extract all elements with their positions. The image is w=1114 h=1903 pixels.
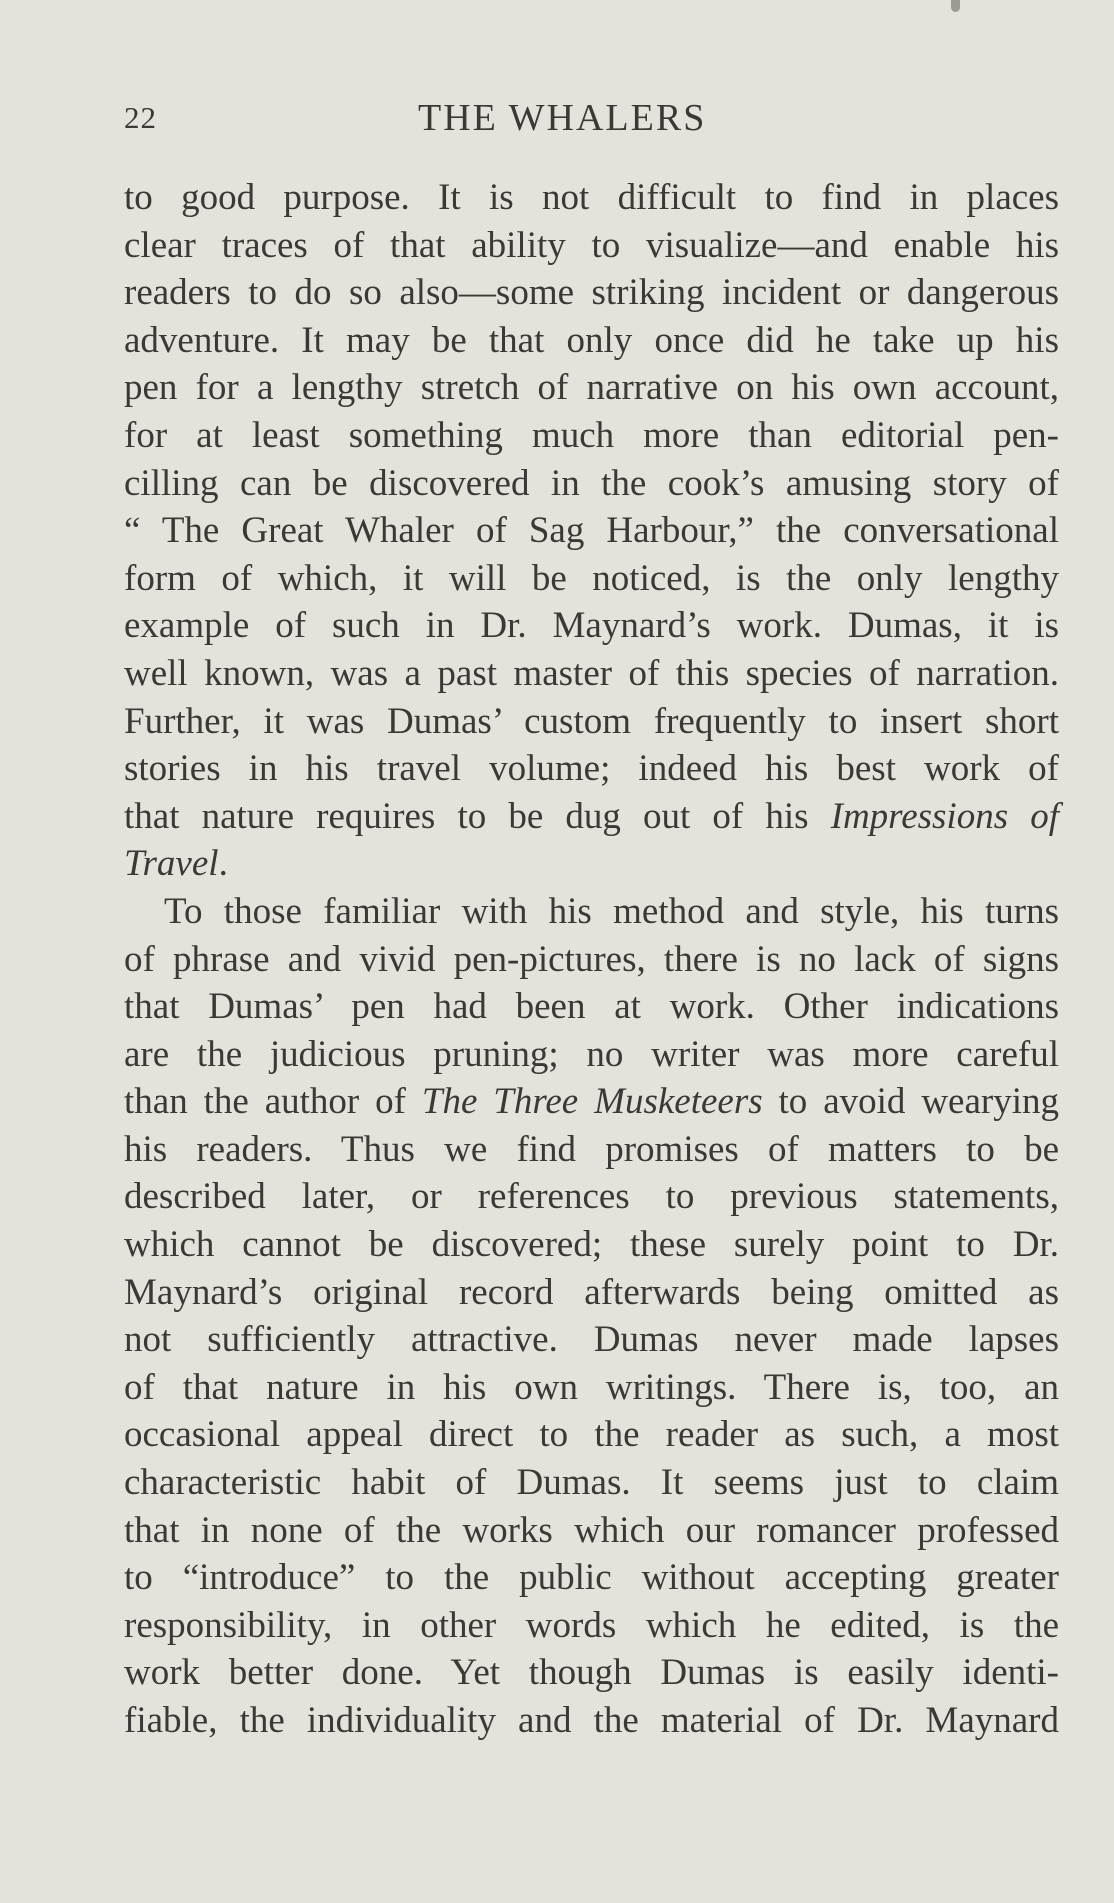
text-line — [124, 650, 1059, 698]
text-segment: his readers. Thus we find promises of matters to be — [124, 1128, 1059, 1170]
text-line — [124, 222, 1059, 270]
text-line — [124, 1316, 1059, 1364]
running-title: THE WHALERS — [418, 97, 707, 139]
text-segment: cilling can be discovered in the cook’s amusing story of — [124, 462, 1059, 504]
text-segment: which cannot be discovered; these surely point to Dr. — [124, 1224, 1059, 1266]
text-segment: that Dumas’ pen had been at work. Other indications — [124, 986, 1059, 1028]
text-line — [124, 460, 1059, 508]
text-segment: example of such in Dr. Maynard’s work. Dumas, it is — [124, 605, 1059, 647]
italic-title-segment: Impressions of — [830, 795, 1060, 837]
text-line — [124, 983, 1059, 1031]
text-line — [124, 936, 1059, 984]
text-segment: not sufficiently attractive. Dumas never made lapses — [124, 1319, 1059, 1361]
text-line — [124, 1554, 1059, 1602]
text-segment: Maynard’s original record afterwards being omitted as — [124, 1271, 1059, 1313]
text-segment: “ The Great Whaler of Sag Harbour,” the conversational — [124, 510, 1059, 552]
text-segment: that nature requires to be dug out of his — [124, 795, 831, 837]
text-segment: for at least something much more than editorial pen- — [124, 414, 1059, 456]
text-line — [124, 269, 1059, 317]
text-segment: that in none of the works which our romancer professed — [124, 1509, 1059, 1551]
text-line — [124, 317, 1059, 365]
text-line — [124, 507, 1059, 555]
italic-title-segment: Travel — [124, 843, 219, 885]
text-segment: to good purpose. It is not difficult to find in places — [124, 177, 1059, 218]
text-segment: than the author of — [124, 1081, 422, 1123]
text-line — [124, 1602, 1059, 1650]
text-segment: adventure. It may be that only once did he take up his — [124, 319, 1059, 361]
text-segment: characteristic habit of Dumas. It seems just to claim — [124, 1462, 1059, 1504]
page-number: 22 — [124, 100, 157, 135]
text-segment: clear traces of that ability to visualize—and enable his — [124, 224, 1059, 266]
text-segment: of that nature in his own writings. There is, too, an — [124, 1366, 1059, 1408]
text-line — [124, 1364, 1059, 1412]
text-segment: to “introduce” to the public without accepting greater — [124, 1557, 1059, 1599]
text-line — [124, 888, 1059, 936]
text-segment: described later, or references to previous statements, — [124, 1176, 1059, 1218]
text-line — [124, 1126, 1059, 1174]
text-line — [124, 840, 1059, 888]
text-segment: to avoid wearying — [762, 1081, 1059, 1123]
text-line — [124, 1459, 1059, 1507]
text-segment: of phrase and vivid pen-pictures, there is no lack of signs — [124, 938, 1059, 980]
text-line — [124, 1031, 1059, 1079]
text-segment: form of which, it will be noticed, is the only lengthy — [124, 557, 1059, 599]
italic-title-segment: The Three Musketeers — [421, 1081, 763, 1123]
text-line — [124, 1411, 1059, 1459]
text-segment: . — [218, 843, 228, 885]
text-line — [124, 1173, 1059, 1221]
text-line — [124, 602, 1059, 650]
text-line — [124, 793, 1059, 841]
text-line — [124, 174, 1059, 222]
text-line — [124, 1649, 1059, 1697]
text-line — [124, 364, 1059, 412]
text-line — [124, 1078, 1059, 1126]
body-text — [124, 174, 1059, 1745]
text-segment: work better done. Yet though Dumas is easily identi- — [124, 1652, 1059, 1694]
text-line — [124, 745, 1059, 793]
text-segment: are the judicious pruning; no writer was more careful — [124, 1033, 1059, 1075]
text-segment: fiable, the individuality and the material of Dr. Maynard — [124, 1700, 1059, 1741]
text-segment: occasional appeal direct to the reader as such, a most — [124, 1414, 1059, 1456]
text-line — [124, 1221, 1059, 1269]
text-line — [124, 1507, 1059, 1555]
text-segment: stories in his travel volume; indeed his best work of — [124, 748, 1059, 790]
text-segment: well known, was a past master of this species of narration. — [124, 652, 1059, 694]
text-segment: To those familiar with his method and style, his turns — [164, 890, 1059, 932]
text-line — [124, 412, 1059, 460]
text-segment: pen for a lengthy stretch of narrative on his own account, — [124, 367, 1059, 409]
running-header — [124, 96, 1059, 142]
text-segment: Further, it was Dumas’ custom frequently to insert short — [124, 700, 1059, 742]
text-line — [124, 1269, 1059, 1317]
text-segment: responsibility, in other words which he edited, is the — [124, 1604, 1059, 1646]
binding-mark — [951, 0, 960, 12]
text-line — [124, 1697, 1059, 1745]
text-line — [124, 555, 1059, 603]
text-line — [124, 698, 1059, 746]
text-segment: readers to do so also—some striking incident or dangerous — [124, 272, 1059, 314]
